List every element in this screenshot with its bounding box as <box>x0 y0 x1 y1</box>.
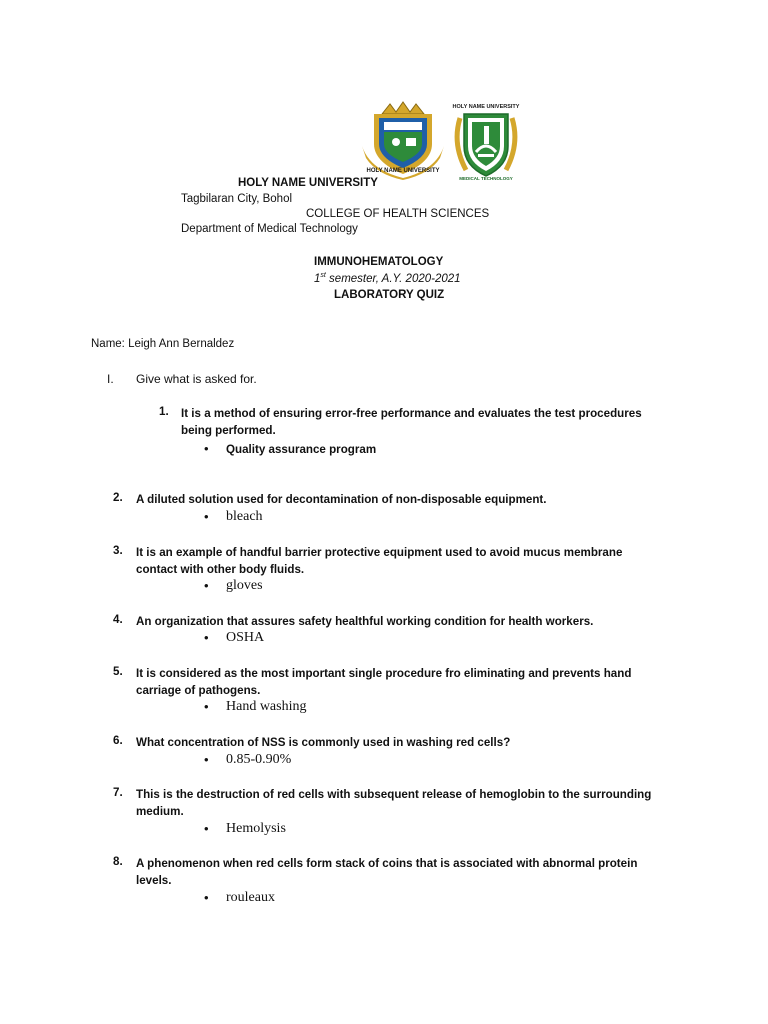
question-text: A phenomenon when red cells form stack of coins that is associated with abnormal protein levels. <box>136 857 638 887</box>
question-number: 1. <box>159 405 169 418</box>
question-number: 8. <box>113 855 123 868</box>
answer-text: gloves <box>226 578 263 593</box>
bullet-icon: • <box>204 821 209 836</box>
question-text: This is the destruction of red cells with subsequent release of hemoglobin to the surrounding medium. <box>136 788 652 818</box>
question-text: It is a method of ensuring error-free performance and evaluates the test procedures being performed. <box>181 407 642 437</box>
department-name: Department of Medical Technology <box>181 223 358 235</box>
bullet-icon: • <box>204 630 209 645</box>
bullet-icon: • <box>204 890 209 905</box>
question-number: 4. <box>113 613 123 626</box>
answer-text: Hemolysis <box>226 821 286 836</box>
question-text: An organization that assures safety healthful working condition for health workers. <box>136 615 594 628</box>
course-title: IMMUNOHEMATOLOGY <box>314 256 444 268</box>
student-name: Name: Leigh Ann Bernaldez <box>91 338 235 350</box>
question-number: 5. <box>113 665 123 678</box>
university-name: HOLY NAME UNIVERSITY <box>238 177 378 189</box>
answer-text: rouleaux <box>226 890 275 905</box>
college-name: COLLEGE OF HEALTH SCIENCES <box>306 208 490 220</box>
question-text: What concentration of NSS is commonly used in washing red cells? <box>136 736 511 749</box>
semester-line: 1st semester, A.Y. 2020-2021 <box>314 272 461 285</box>
question-number: 7. <box>113 786 123 799</box>
university-seal-logo <box>360 100 446 180</box>
section-instruction: Give what is asked for. <box>136 372 257 386</box>
section-numeral: I. <box>107 372 114 386</box>
question-text: A diluted solution used for decontamination of non-disposable equipment. <box>136 493 547 506</box>
university-city: Tagbilaran City, Bohol <box>181 193 293 205</box>
question-text: It is considered as the most important single procedure fro eliminating and prevents hand carriage of pathogens. <box>136 667 632 697</box>
bullet-icon: • <box>204 578 209 593</box>
svg-text:MEDICAL TECHNOLOGY: MEDICAL TECHNOLOGY <box>459 176 513 181</box>
bullet-icon: • <box>204 441 209 456</box>
bullet-icon: • <box>204 699 209 714</box>
answer-text: 0.85-0.90% <box>226 752 292 767</box>
svg-text:HOLY NAME UNIVERSITY: HOLY NAME UNIVERSITY <box>452 104 520 110</box>
answer-text: Quality assurance program <box>226 443 377 456</box>
medtech-seal-logo <box>450 100 522 182</box>
answer-text: OSHA <box>226 630 265 645</box>
bullet-icon: • <box>204 509 209 524</box>
seal-banner-text: HOLY NAME UNIVERSITY <box>366 168 440 174</box>
question-number: 3. <box>113 544 123 557</box>
question-number: 2. <box>113 491 123 504</box>
answer-text: Hand washing <box>226 699 307 714</box>
bullet-icon: • <box>204 752 209 767</box>
quiz-title: LABORATORY QUIZ <box>334 289 445 301</box>
question-text: It is an example of handful barrier protective equipment used to avoid mucus membrane contact with other body fluids. <box>136 546 623 576</box>
answer-text: bleach <box>226 509 263 524</box>
question-number: 6. <box>113 734 123 747</box>
